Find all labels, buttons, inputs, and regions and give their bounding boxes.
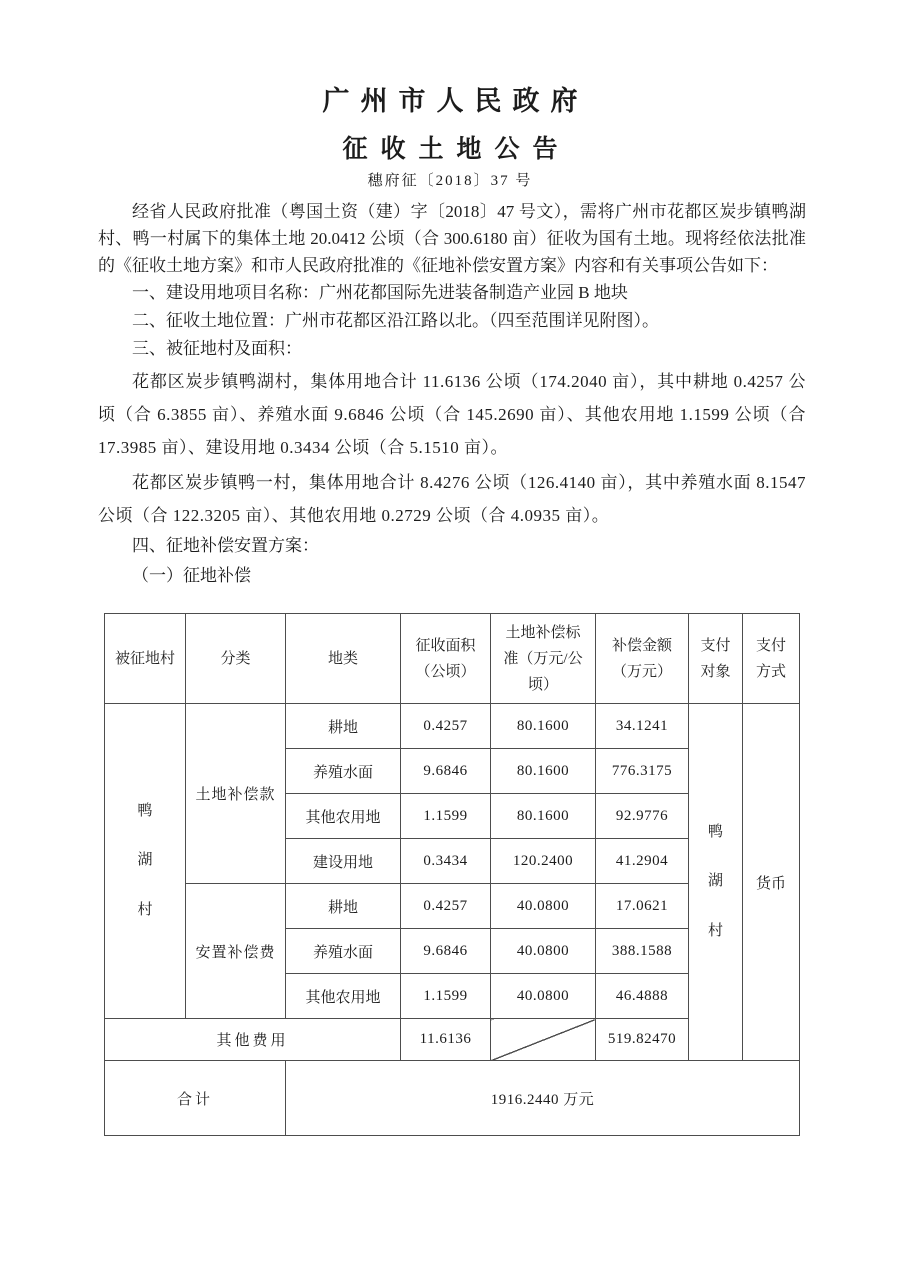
paragraph-item-4: 四、征地补偿安置方案： (132, 536, 319, 555)
cell-payment-method: 货币 (743, 704, 800, 1061)
col-header-amount: 补偿金额 （万元） (596, 614, 689, 704)
cell-area: 0.4257 (401, 884, 491, 929)
col-header-payee: 支付 对象 (689, 614, 743, 704)
cell-village: 鸭湖村 (105, 704, 186, 1019)
cell-landtype: 其他农用地 (286, 974, 401, 1019)
paragraph-village-yahu: 花都区炭步镇鸭湖村，集体用地合计 11.6136 公顷（174.2040 亩），其中耕地 0.4257 公顷（合 6.3855 亩）、养殖水面 9.6846 公顷（合 145.2690 亩）、其他农用地 1.1599 公顷（合 17.3985 亩）、建设用地 0.3434 公顷（合 5.1510 亩）。 (98, 372, 806, 457)
cell-landtype: 建设用地 (286, 839, 401, 884)
cell-landtype: 养殖水面 (286, 749, 401, 794)
paragraph-item-2: 二、征收土地位置：广州市花都区沿江路以北。（四至范围详见附图）。 (132, 311, 659, 330)
cell-category-resettlement: 安置补偿费 (186, 884, 286, 1019)
cell-standard: 80.1600 (491, 704, 596, 749)
cell-landtype: 其他农用地 (286, 794, 401, 839)
document-subtitle: 征收土地公告 (342, 136, 571, 163)
cell-standard: 40.0800 (491, 974, 596, 1019)
col-header-area: 征收面积 （公顷） (401, 614, 491, 704)
table-row (105, 704, 800, 749)
cell-total-label: 合计 (105, 1061, 286, 1136)
cell-other-fees-label: 其他费用 (105, 1019, 401, 1061)
col-header-landtype: 地类 (286, 614, 401, 704)
paragraph-item-1: 一、建设用地项目名称：广州花都国际先进装备制造产业园 B 地块 (132, 283, 628, 302)
paragraph-item-3: 三、被征地村及面积： (132, 339, 302, 358)
cell-amount: 776.3175 (596, 749, 689, 794)
cell-area: 1.1599 (401, 974, 491, 1019)
compensation-table (104, 613, 800, 1136)
paragraph-village-yayi: 花都区炭步镇鸭一村，集体用地合计 8.4276 公顷（126.4140 亩），其中养殖水面 8.1547 公顷（合 122.3205 亩）、其他农用地 0.2729 公顷（合 4.0935 亩）。 (98, 473, 806, 525)
cell-category-land-compensation: 土地补偿款 (186, 704, 286, 884)
document-body (98, 198, 806, 590)
cell-amount: 46.4888 (596, 974, 689, 1019)
paragraph-subitem-1: （一）征地补偿 (132, 566, 251, 585)
diagonal-blank-cell (491, 1019, 596, 1061)
cell-amount: 388.1588 (596, 929, 689, 974)
cell-total-value: 1916.2440 万元 (286, 1061, 800, 1136)
cell-amount: 34.1241 (596, 704, 689, 749)
cell-standard: 40.0800 (491, 884, 596, 929)
cell-landtype: 耕地 (286, 704, 401, 749)
col-header-category: 分类 (186, 614, 286, 704)
cell-area: 9.6846 (401, 749, 491, 794)
cell-area: 0.4257 (401, 704, 491, 749)
document-number: 穗府征〔2018〕37 号 (367, 173, 533, 189)
cell-other-fees-amount: 519.82470 (596, 1019, 689, 1061)
cell-payee: 鸭湖村 (689, 704, 743, 1061)
cell-amount: 41.2904 (596, 839, 689, 884)
table-header-row (105, 614, 800, 704)
cell-standard: 80.1600 (491, 749, 596, 794)
paragraph-intro: 经省人民政府批准（粤国土资（建）字〔2018〕47 号文），需将广州市花都区炭步镇鸭湖村、鸭一村属下的集体土地 20.0412 公顷（合 300.6180 亩）征收为国有土地。现将经依法批准的《征收土地方案》和市人民政府批准的《征地补偿安置方案》内容和有关事项公告如下： (98, 202, 806, 275)
cell-area: 0.3434 (401, 839, 491, 884)
total-row (105, 1061, 800, 1136)
cell-amount: 17.0621 (596, 884, 689, 929)
col-header-method: 支付 方式 (743, 614, 800, 704)
cell-area: 1.1599 (401, 794, 491, 839)
cell-landtype: 养殖水面 (286, 929, 401, 974)
cell-other-fees-area: 11.6136 (401, 1019, 491, 1061)
document-title: 广州市人民政府 (322, 86, 589, 116)
cell-landtype: 耕地 (286, 884, 401, 929)
cell-area: 9.6846 (401, 929, 491, 974)
cell-amount: 92.9776 (596, 794, 689, 839)
col-header-village: 被征地村 (105, 614, 186, 704)
col-header-standard: 土地补偿标 准（万元/公 顷） (491, 614, 596, 704)
cell-standard: 80.1600 (491, 794, 596, 839)
cell-standard: 40.0800 (491, 929, 596, 974)
cell-standard: 120.2400 (491, 839, 596, 884)
